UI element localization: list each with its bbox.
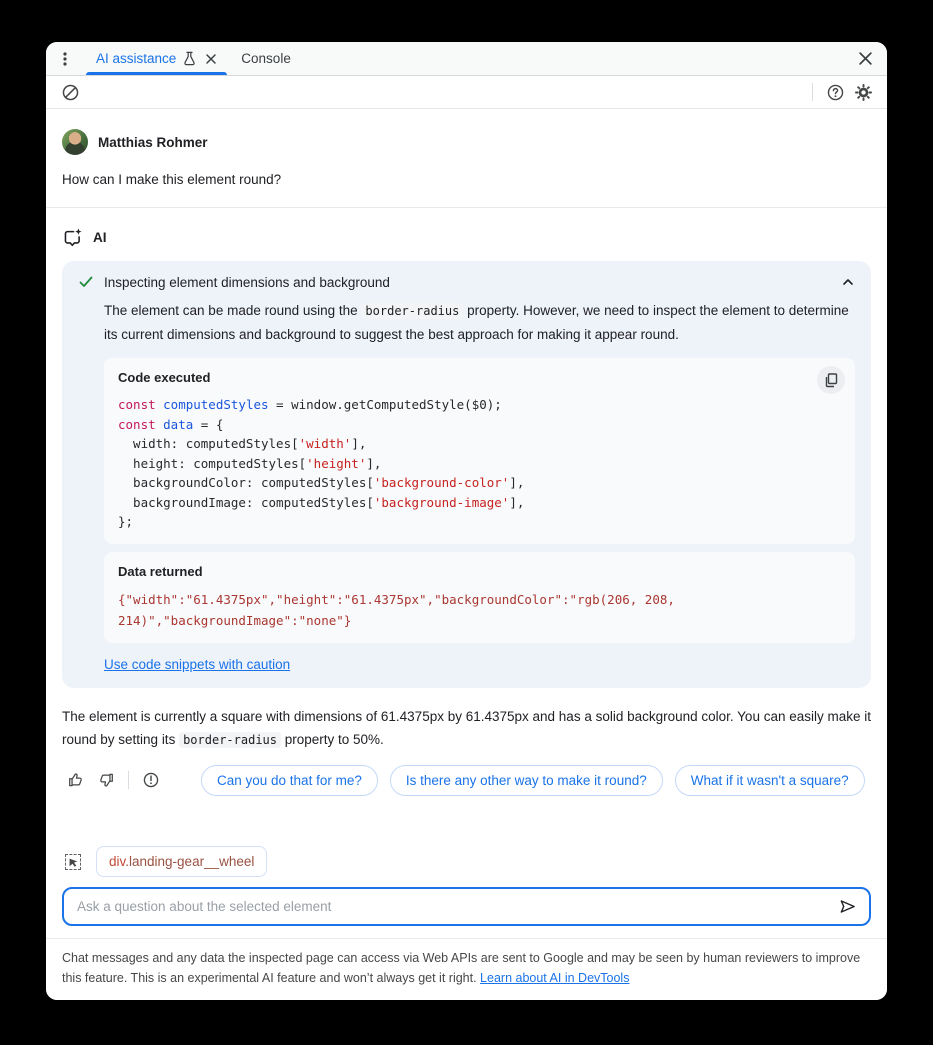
selector-class: .landing-gear__wheel bbox=[125, 854, 255, 869]
tab-bar bbox=[46, 42, 887, 76]
feedback-bar bbox=[46, 765, 887, 796]
settings-button[interactable] bbox=[849, 79, 877, 105]
step-title: Inspecting element dimensions and background bbox=[104, 274, 390, 290]
toolbar bbox=[46, 76, 887, 109]
ai-header bbox=[46, 227, 887, 248]
thumbs-up-icon bbox=[67, 771, 85, 789]
help-button[interactable] bbox=[821, 79, 849, 105]
send-icon bbox=[838, 897, 857, 916]
code-executed-card bbox=[104, 358, 855, 544]
report-button[interactable] bbox=[137, 767, 165, 793]
selector-tag: div bbox=[109, 854, 126, 869]
close-devtools-button[interactable] bbox=[843, 42, 887, 75]
more-tools-button[interactable] bbox=[46, 42, 84, 75]
tab-ai-assistance[interactable] bbox=[84, 42, 229, 75]
inline-code: border-radius bbox=[179, 732, 281, 748]
gear-icon bbox=[854, 83, 873, 102]
chevron-up-icon[interactable] bbox=[841, 275, 855, 289]
selected-element-chip[interactable] bbox=[96, 846, 267, 877]
thumbs-down-button[interactable] bbox=[92, 767, 120, 793]
tab-label: AI assistance bbox=[96, 51, 177, 66]
check-icon bbox=[78, 274, 94, 290]
paragraph-text: The element can be made round using the bbox=[104, 303, 362, 318]
send-button[interactable] bbox=[835, 895, 859, 919]
toolbar-divider bbox=[812, 83, 813, 101]
close-icon bbox=[858, 51, 873, 66]
suggestion-chip[interactable]: What if it wasn't a square? bbox=[675, 765, 865, 796]
suggestion-chip[interactable]: Can you do that for me? bbox=[201, 765, 378, 796]
code-executed-code: const computedStyles = window.getComputedStyle($0); const data = { width: computedStyles['width'], height: computedStyles['height'], backgroundColor: computedStyles['background-color'], backgroundImage: computedStyles['background-image'], }; bbox=[118, 397, 525, 529]
ai-spark-icon bbox=[62, 227, 83, 248]
ai-step-panel bbox=[62, 261, 871, 688]
thumbs-up-button[interactable] bbox=[62, 767, 90, 793]
inline-code: border-radius bbox=[361, 303, 463, 319]
disclaimer bbox=[46, 938, 887, 1000]
selector-row bbox=[62, 846, 871, 877]
data-returned-text: {"width":"61.4375px","height":"61.4375px","backgroundColor":"rgb(206, 208, 214)","backgroundImage":"none"} bbox=[118, 591, 683, 628]
paragraph-text: property to 50%. bbox=[281, 731, 384, 747]
answer-paragraph bbox=[46, 705, 887, 752]
step-header[interactable] bbox=[78, 274, 855, 290]
flask-icon bbox=[182, 51, 197, 66]
code-executed-title: Code executed bbox=[118, 370, 211, 385]
devtools-window bbox=[46, 42, 887, 1000]
inspect-icon bbox=[65, 854, 81, 870]
disclaimer-link[interactable]: Learn about AI in DevTools bbox=[480, 971, 630, 985]
suggestion-chips bbox=[201, 765, 887, 796]
data-returned-card bbox=[104, 552, 855, 643]
footer bbox=[46, 832, 887, 1000]
paragraph-text: property. However, we need to inspect the element to determine its current dimensions and background to suggest the best approach for making it appear round. bbox=[104, 303, 849, 342]
report-icon bbox=[142, 771, 160, 789]
tab-label: Console bbox=[241, 51, 291, 66]
disclaimer-text: Chat messages and any data the inspected page can access via Web APIs are sent to Google and may be seen by human reviewers to improve this feature. This is an experimental AI feature and won’t always get it right. bbox=[62, 951, 861, 985]
clear-chat-button[interactable] bbox=[56, 79, 84, 105]
chat-area bbox=[46, 109, 887, 832]
caution-link[interactable]: Use code snippets with caution bbox=[104, 656, 291, 672]
paragraph-text: The element is currently a square with dimensions of 61.4375px by 61.4375px and has a solid background color. You can easily make it round by setting its bbox=[62, 708, 871, 747]
user-question: How can I make this element round? bbox=[62, 172, 282, 187]
inspect-element-button[interactable] bbox=[62, 851, 84, 873]
turn-divider bbox=[46, 207, 887, 208]
kebab-menu-icon bbox=[58, 51, 72, 67]
copy-code-button[interactable] bbox=[817, 366, 845, 394]
block-icon bbox=[61, 83, 80, 102]
thumbs-down-icon bbox=[97, 771, 115, 789]
avatar bbox=[62, 129, 88, 155]
close-icon bbox=[205, 53, 217, 65]
tab-console[interactable] bbox=[229, 42, 303, 75]
user-name: Matthias Rohmer bbox=[98, 134, 208, 150]
cursor-arrow-icon bbox=[67, 856, 79, 868]
input-row bbox=[62, 887, 871, 926]
data-returned-title: Data returned bbox=[118, 563, 203, 579]
help-icon bbox=[826, 83, 845, 102]
feedback-divider bbox=[128, 771, 129, 789]
question-input[interactable] bbox=[62, 887, 871, 926]
suggestion-chip[interactable]: Is there any other way to make it round? bbox=[390, 765, 663, 796]
tab-close-button[interactable] bbox=[205, 53, 217, 65]
user-message-header bbox=[46, 129, 887, 155]
ai-label: AI bbox=[93, 230, 107, 245]
copy-icon bbox=[824, 373, 838, 388]
caution-link-row bbox=[104, 656, 855, 674]
step-paragraph bbox=[104, 299, 855, 346]
